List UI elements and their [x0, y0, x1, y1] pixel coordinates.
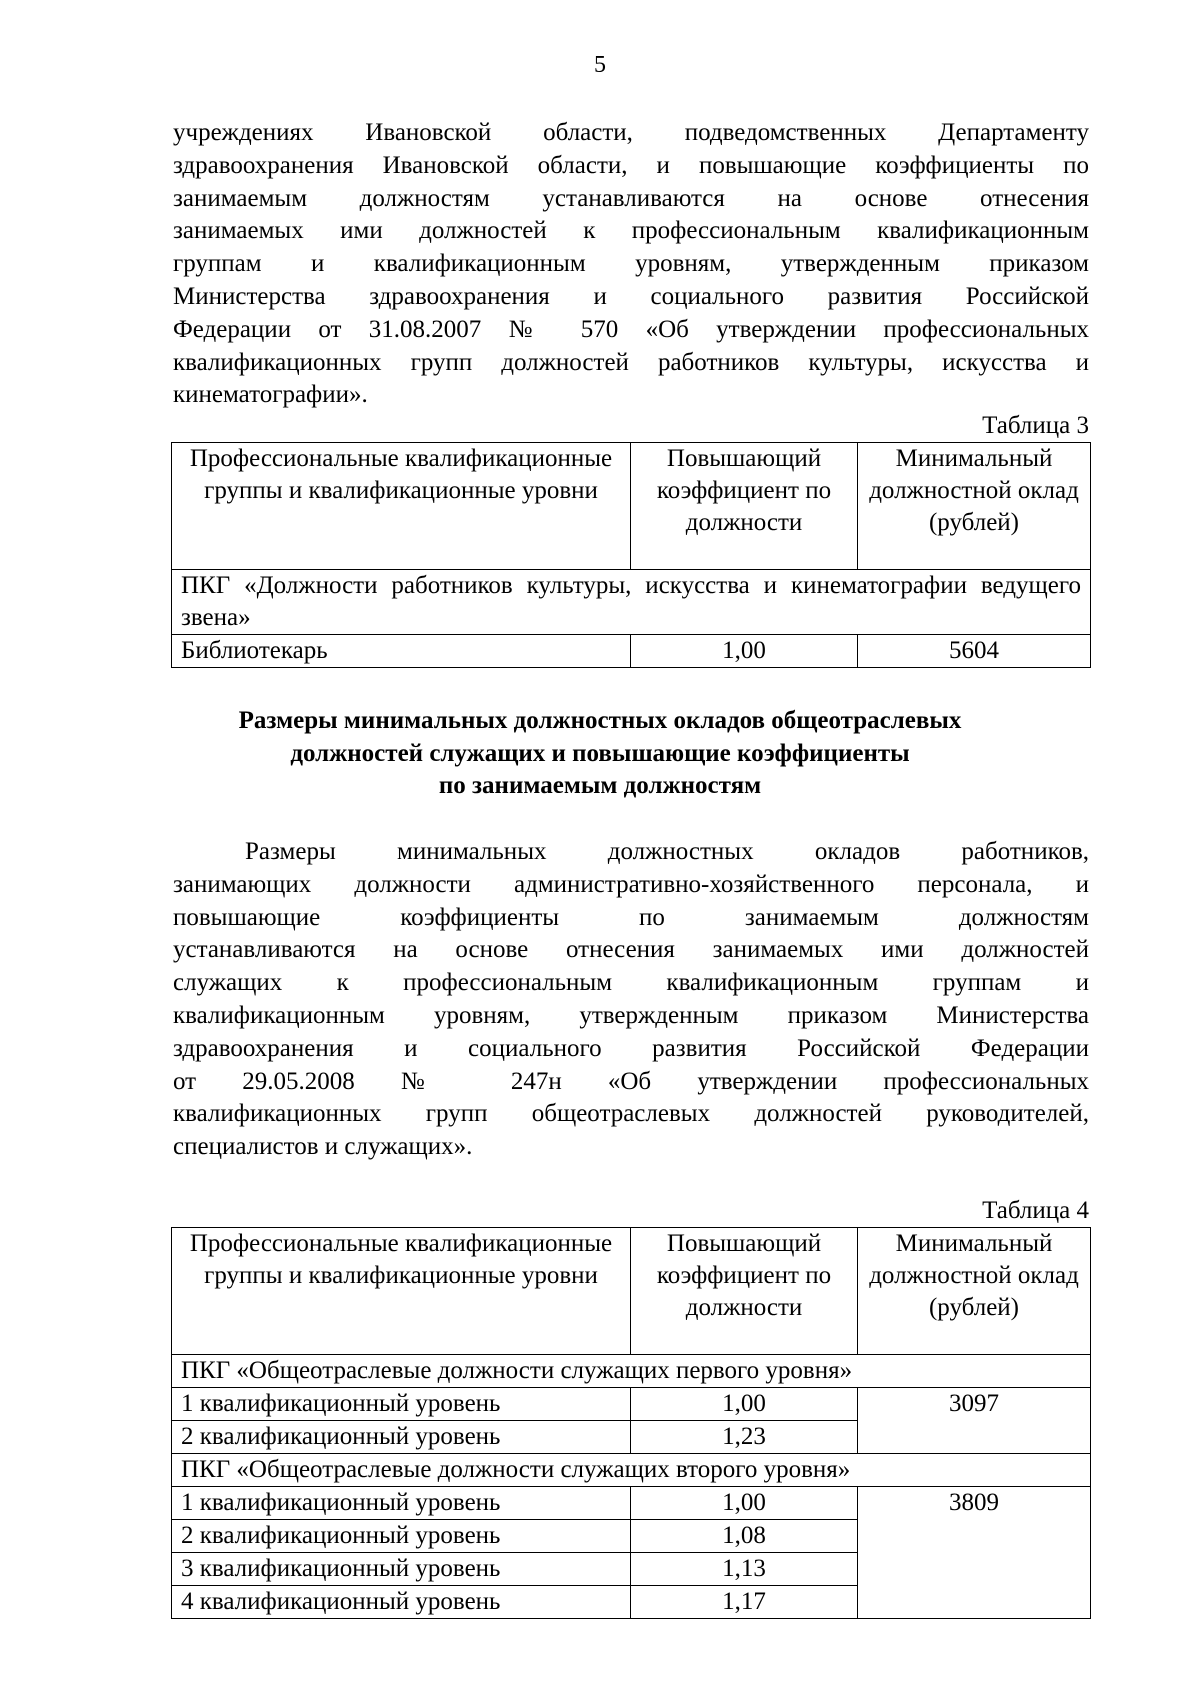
group-title: ПКГ «Должности работников культуры, искусства и кинематографии ведущего звена»	[172, 570, 1091, 635]
table-row	[172, 635, 1091, 668]
intro-line: здравоохранения Ивановской области, и повышающие коэффициенты по	[173, 151, 1089, 179]
body-paragraph	[173, 836, 1089, 1164]
table-header-row	[172, 443, 1091, 570]
header-groups: Профессиональные квалификационные группы и квалификационные уровни	[172, 443, 631, 570]
header-salary: Минимальный должностной оклад (рублей)	[858, 443, 1091, 570]
level-name: 2 квалификационный уровень	[172, 1520, 631, 1553]
body-line: Размеры минимальных должностных окладов работников,	[245, 838, 1089, 865]
table-row	[172, 1388, 1091, 1421]
table-header-row	[172, 1228, 1091, 1355]
level-name: 2 квалификационный уровень	[172, 1421, 631, 1454]
body-line: квалификационным уровням, утвержденным приказом Министерства	[173, 1001, 1089, 1029]
table-group-row	[172, 1454, 1091, 1487]
body-line: повышающие коэффициенты по занимаемым должностям	[173, 903, 1089, 931]
table-group-row	[172, 1355, 1091, 1388]
body-line: служащих к профессиональным квалификационным группам и	[173, 969, 1089, 997]
body-line: специалистов и служащих».	[173, 1133, 473, 1161]
intro-paragraph	[173, 117, 1089, 412]
heading-line: Размеры минимальных должностных окладов общеотраслевых	[238, 707, 962, 734]
coefficient-value: 1,13	[631, 1553, 858, 1586]
body-line: квалификационных групп общеотраслевых должностей руководителей,	[173, 1100, 1089, 1128]
intro-line: группам и квалификационным уровням, утвержденным приказом	[173, 250, 1089, 278]
page-number: 5	[594, 52, 606, 78]
salary-value: 5604	[858, 635, 1091, 668]
group-title: ПКГ «Общеотраслевые должности служащих первого уровня»	[172, 1355, 1091, 1388]
body-line: устанавливаются на основе отнесения занимаемых ими должностей	[173, 936, 1089, 964]
intro-line: кинематографии».	[173, 381, 368, 409]
table3-label: Таблица 3	[982, 412, 1089, 439]
header-coefficient: Повышающий коэффициент по должности	[631, 1228, 858, 1355]
position-name: Библиотекарь	[172, 635, 631, 668]
intro-line: занимаемых ими должностей к профессиональным квалификационным	[173, 217, 1089, 245]
heading-line: по занимаемым должностям	[438, 772, 762, 799]
table-row	[172, 1487, 1091, 1520]
intro-line: Министерства здравоохранения и социального развития Российской	[173, 282, 1089, 310]
coefficient-value: 1,23	[631, 1421, 858, 1454]
group-title: ПКГ «Общеотраслевые должности служащих второго уровня»	[172, 1454, 1091, 1487]
section-heading	[0, 705, 1200, 803]
body-line: здравоохранения и социального развития Российской Федерации	[173, 1034, 1089, 1062]
intro-line: занимаемым должностям устанавливаются на основе отнесения	[173, 184, 1089, 212]
table-4	[171, 1227, 1091, 1619]
body-line: занимающих должности административно-хозяйственного персонала, и	[173, 870, 1089, 898]
level-name: 3 квалификационный уровень	[172, 1553, 631, 1586]
header-coefficient: Повышающий коэффициент по должности	[631, 443, 858, 570]
coefficient-value: 1,00	[631, 1487, 858, 1520]
level-name: 1 квалификационный уровень	[172, 1388, 631, 1421]
header-groups: Профессиональные квалификационные группы и квалификационные уровни	[172, 1228, 631, 1355]
intro-line: учреждениях Ивановской области, подведомственных Департаменту	[173, 119, 1089, 146]
level-name: 1 квалификационный уровень	[172, 1487, 631, 1520]
level-name: 4 квалификационный уровень	[172, 1586, 631, 1619]
intro-line: квалификационных групп должностей работников культуры, искусства и	[173, 348, 1089, 376]
table-group-row	[172, 570, 1091, 635]
body-line: от 29.05.2008 № 247н «Об утверждении профессиональных	[173, 1067, 1089, 1095]
coefficient-value: 1,17	[631, 1586, 858, 1619]
table4-label: Таблица 4	[982, 1197, 1089, 1224]
salary-value: 3097	[858, 1388, 1091, 1454]
coefficient-value: 1,00	[631, 635, 858, 668]
intro-line: Федерации от 31.08.2007 № 570 «Об утверждении профессиональных	[173, 315, 1089, 343]
salary-value: 3809	[858, 1487, 1091, 1619]
header-salary: Минимальный должностной оклад (рублей)	[858, 1228, 1091, 1355]
heading-line: должностей служащих и повышающие коэффициенты	[290, 739, 910, 767]
coefficient-value: 1,00	[631, 1388, 858, 1421]
table-3	[171, 442, 1091, 668]
coefficient-value: 1,08	[631, 1520, 858, 1553]
